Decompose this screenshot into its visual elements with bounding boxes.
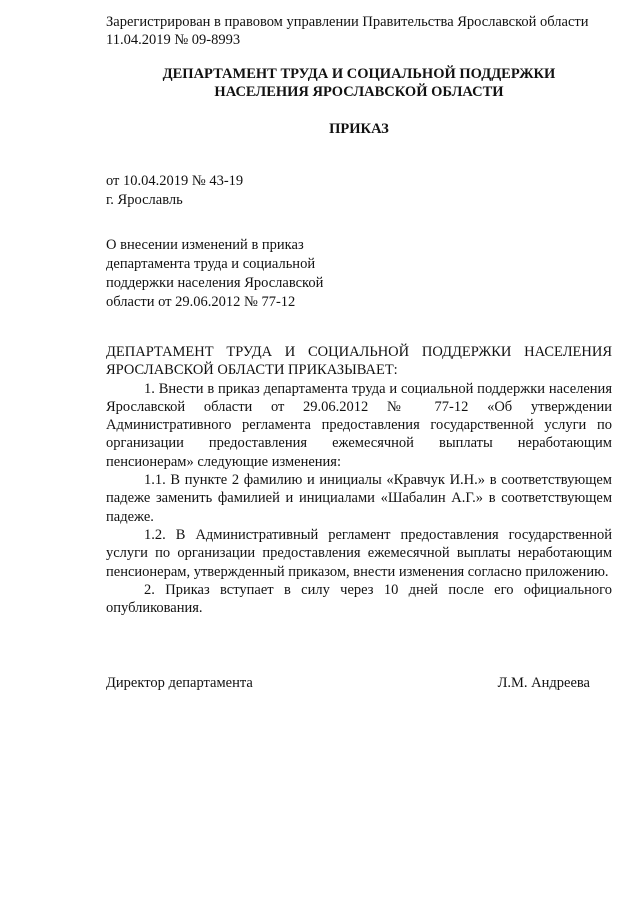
registration-stamp <box>106 13 626 49</box>
subject-line: поддержки населения Ярославской <box>106 275 324 291</box>
order-item-1-1: 1.1. В пункте 2 фамилию и инициалы «Кравчук И.Н.» в соответствующем падеже заменить фамилией и инициалами «Шабалин А.Г.» в соответствующем падеже. <box>106 472 612 525</box>
subject-line: департамента труда и социальной <box>106 256 316 272</box>
signatory-position: Директор департамента <box>106 675 253 691</box>
order-item-1-2: 1.2. В Административный регламент предоставления государственной услуги по организации предоставления ежемесячной выплаты неработающим пенсионерам, утвержденный приказом, внести изменения согласно приложению. <box>106 526 612 580</box>
registration-line: Зарегистрирован в правовом управлении Правительства Ярославской области <box>106 14 589 30</box>
department-heading-line2: НАСЕЛЕНИЯ ЯРОСЛАВСКОЙ ОБЛАСТИ <box>214 84 504 100</box>
order-subject <box>106 236 366 312</box>
department-heading-line1: ДЕПАРТАМЕНТ ТРУДА И СОЦИАЛЬНОЙ ПОДДЕРЖКИ <box>162 66 556 82</box>
order-date-number: от 10.04.2019 № 43-19 <box>106 173 244 189</box>
registration-date-number: 11.04.2019 № 09-8993 <box>106 32 241 48</box>
subject-line: области от 29.06.2012 № 77-12 <box>106 294 296 310</box>
document-type-title: ПРИКАЗ <box>329 121 389 137</box>
signatory-name: Л.М. Андреева <box>497 675 590 691</box>
department-heading <box>106 65 612 101</box>
order-city: г. Ярославль <box>106 192 183 208</box>
signature-block <box>106 674 590 693</box>
order-body <box>106 343 612 617</box>
subject-line: О внесении изменений в приказ <box>106 237 304 253</box>
order-item-1: 1. Внести в приказ департамента труда и социальной поддержки населения Ярославской области от 29.06.2012 № 77-12 «Об утверждении Административного регламента предоставления государственной услуги по организации предоставления ежемесячной выплаты неработающим пенсионерам» следующие изменения: <box>106 380 612 470</box>
date-and-place <box>106 172 243 210</box>
preamble: ДЕПАРТАМЕНТ ТРУДА И СОЦИАЛЬНОЙ ПОДДЕРЖКИ НАСЕЛЕНИЯ ЯРОСЛАВСКОЙ ОБЛАСТИ ПРИКАЗЫВАЕТ: <box>106 344 612 379</box>
order-item-2: 2. Приказ вступает в силу через 10 дней после его официального опубликования. <box>106 581 612 617</box>
